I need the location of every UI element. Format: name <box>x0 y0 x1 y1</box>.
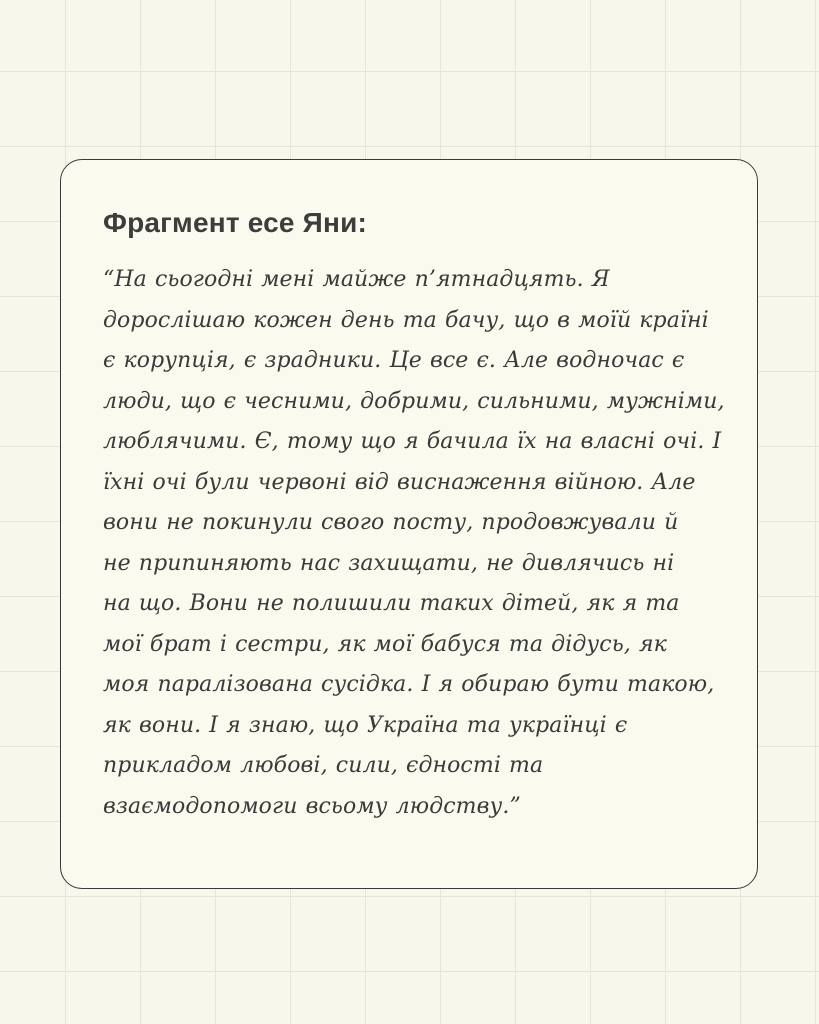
essay-line: мої брат і сестри, як мої бабуся та дідусь, як <box>103 631 667 657</box>
essay-line: моя паралізована сусідка. І я обираю бути такою, <box>103 672 715 697</box>
essay-line: “На сьогодні мені майже п’ятнадцять. Я <box>103 267 610 292</box>
essay-line: на що. Вони не полишили таких дітей, як я та <box>103 591 680 616</box>
essay-line: не припиняють нас захищати, не дивлячись ні <box>103 550 675 576</box>
essay-line: є корупція, є зрадники. Це все є. Але водночас є <box>103 348 685 373</box>
essay-line: люблячими. Є, тому що я бачила їх на власні очі. І <box>103 429 722 454</box>
essay-line: як вони. І я знаю, що Україна та українці є <box>103 712 628 738</box>
essay-line: прикладом любові, сили, єдності та <box>103 753 544 778</box>
essay-line: вони не покинули свого посту, продовжували й <box>103 510 679 535</box>
essay-line: дорослішаю кожен день та бачу, що в моїй країні <box>103 307 709 333</box>
essay-line: люди, що є чесними, добрими, сильними, мужніми, <box>103 388 725 414</box>
card-title: Фрагмент есе Яни: <box>103 207 368 238</box>
essay-quote <box>103 260 725 827</box>
essay-line: взаємодопомоги всьому людству.” <box>103 793 521 819</box>
essay-line: їхні очі були червоні від виснаження війною. Але <box>103 469 696 495</box>
essay-card <box>60 159 758 889</box>
